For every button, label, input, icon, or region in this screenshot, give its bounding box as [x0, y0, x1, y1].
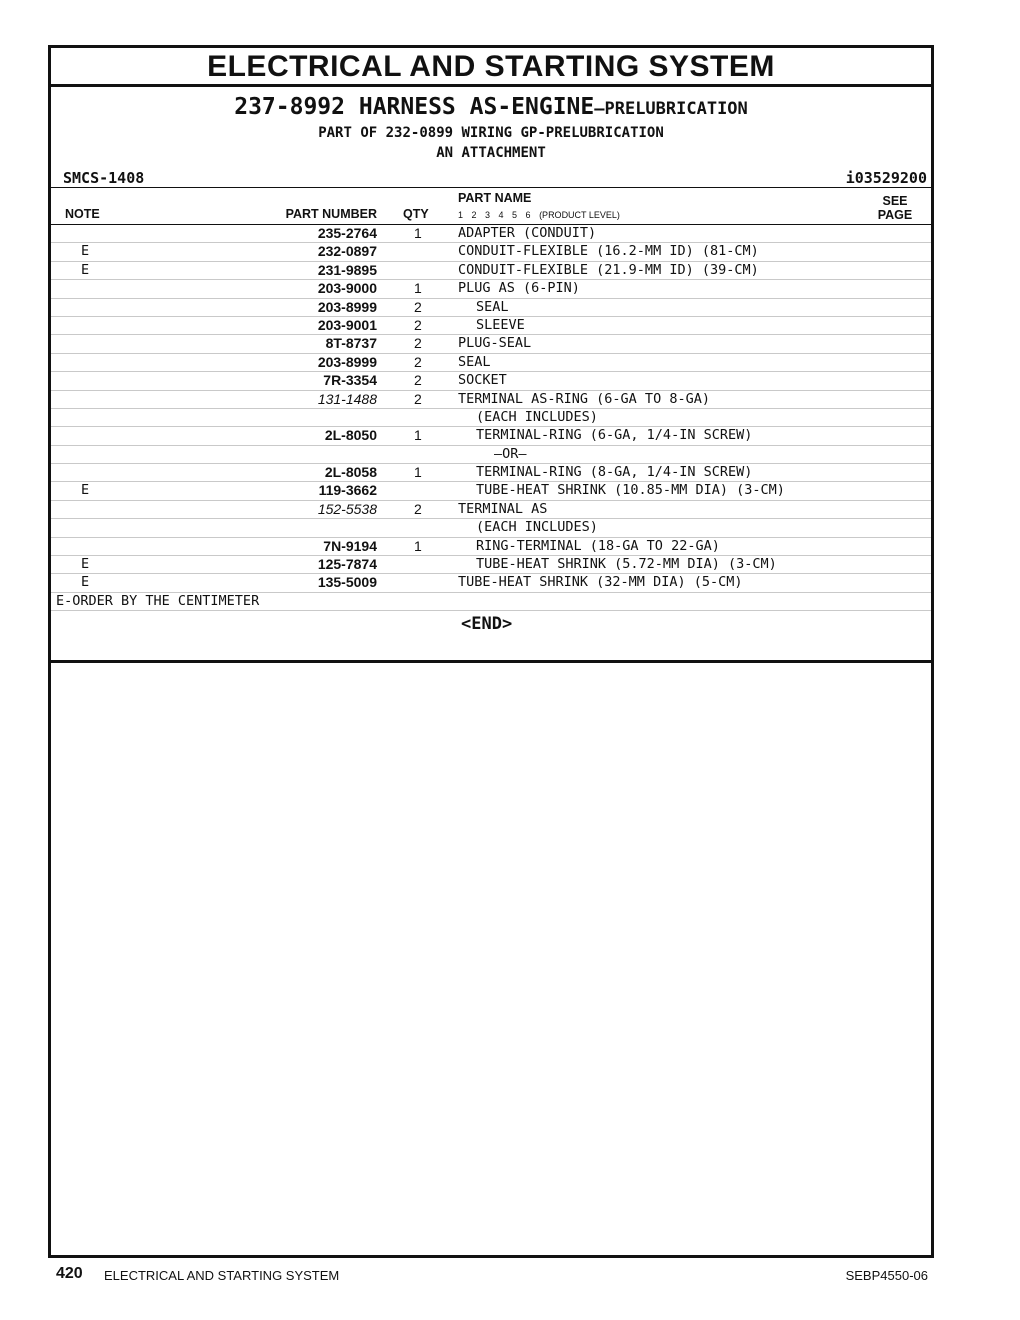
- row-part-name: PLUG-SEAL: [458, 335, 532, 352]
- table-row: [51, 280, 931, 298]
- row-note: E: [81, 243, 90, 260]
- row-note: E: [81, 482, 90, 499]
- section-title: ELECTRICAL AND STARTING SYSTEM: [51, 48, 931, 87]
- row-note: E: [81, 574, 90, 591]
- row-qty: 1: [414, 280, 422, 297]
- table-row: [51, 391, 931, 409]
- assembly-category: AN ATTACHMENT: [436, 145, 546, 161]
- end-marker-text: <END>: [461, 614, 513, 635]
- page-footer: [56, 1265, 928, 1287]
- row-part-name: TUBE-HEAT SHRINK (5.72-MM DIA) (3-CM): [476, 556, 777, 573]
- assembly-title-suffix: —PRELUBRICATION: [594, 99, 748, 119]
- row-qty: 2: [414, 390, 422, 407]
- level-numbers: 1 2 3 4 5 6: [458, 210, 531, 220]
- row-note: E: [81, 261, 90, 278]
- row-part-number: 231-9895: [317, 261, 377, 278]
- row-part-name: ADAPTER (CONDUIT): [458, 225, 597, 241]
- row-qty: 1: [414, 464, 422, 481]
- column-see-page: [875, 194, 915, 222]
- table-row: [51, 317, 931, 335]
- column-levels: [458, 210, 620, 220]
- row-qty: 1: [414, 225, 422, 241]
- row-part-number: 2L-8058: [324, 464, 377, 481]
- row-part-name: SEAL: [476, 298, 509, 315]
- column-header: [51, 188, 931, 225]
- assembly-title: [51, 93, 931, 123]
- row-part-number: 152-5538: [317, 500, 377, 517]
- table-row: [51, 262, 931, 280]
- row-part-name: SEAL: [458, 353, 491, 370]
- smcs-code: SMCS-1408: [63, 169, 145, 187]
- row-part-number: 203-8999: [317, 353, 377, 370]
- row-part-number: 125-7874: [317, 556, 377, 573]
- document-id: SEBP4550-06: [845, 1268, 928, 1283]
- parts-table: [51, 225, 931, 641]
- row-part-name: TUBE-HEAT SHRINK (10.85-MM DIA) (3-CM): [476, 482, 785, 499]
- table-row: [51, 225, 931, 243]
- row-qty: 2: [414, 316, 422, 333]
- row-part-number: 135-5009: [317, 574, 377, 591]
- row-part-number: 203-9000: [317, 280, 377, 297]
- row-part-name: (EACH INCLUDES): [476, 519, 598, 536]
- table-row: [51, 501, 931, 519]
- row-qty: 2: [414, 500, 422, 517]
- product-level-label: (PRODUCT LEVEL): [539, 210, 620, 220]
- row-part-number: 7R-3354: [323, 372, 377, 389]
- row-part-name: CONDUIT-FLEXIBLE (16.2-MM ID) (81-CM): [458, 243, 759, 260]
- row-part-number: 235-2764: [317, 225, 377, 241]
- assembly-parent: PART OF 232-0899 WIRING GP-PRELUBRICATION: [318, 125, 664, 141]
- column-part-number: PART NUMBER: [285, 207, 377, 221]
- table-row: [51, 427, 931, 445]
- footer-section: ELECTRICAL AND STARTING SYSTEM: [104, 1268, 340, 1283]
- row-qty: 2: [414, 298, 422, 315]
- column-note: NOTE: [65, 207, 100, 221]
- table-row: [51, 464, 931, 482]
- row-part-number: 7N-9194: [323, 537, 377, 554]
- row-part-number: 232-0897: [317, 243, 377, 260]
- table-row: [51, 482, 931, 500]
- footnote: [51, 593, 931, 611]
- row-part-number: 8T-8737: [325, 335, 377, 352]
- table-row: [51, 574, 931, 592]
- table-row: [51, 243, 931, 261]
- row-part-name: PLUG AS (6-PIN): [458, 280, 580, 297]
- row-part-name: TERMINAL-RING (6-GA, 1/4-IN SCREW): [476, 427, 753, 444]
- row-part-name: TERMINAL-RING (8-GA, 1/4-IN SCREW): [476, 464, 753, 481]
- row-part-number: 203-9001: [317, 316, 377, 333]
- row-part-name: —OR—: [494, 445, 527, 462]
- column-qty: QTY: [403, 207, 429, 221]
- row-qty: 2: [414, 372, 422, 389]
- row-qty: 1: [414, 427, 422, 444]
- table-row: [51, 446, 931, 464]
- illustration-id: i03529200: [845, 169, 927, 187]
- table-row: [51, 556, 931, 574]
- row-part-number: 2L-8050: [324, 427, 377, 444]
- page-frame: [48, 45, 934, 1258]
- row-part-name: SOCKET: [458, 372, 507, 389]
- footnote-text: E-ORDER BY THE CENTIMETER: [56, 592, 260, 609]
- row-part-name: SLEEVE: [476, 316, 525, 333]
- table-row: [51, 372, 931, 390]
- end-divider: [51, 660, 931, 663]
- assembly-header: [51, 87, 931, 188]
- row-part-name: CONDUIT-FLEXIBLE (21.9-MM ID) (39-CM): [458, 261, 759, 278]
- page-label: PAGE: [877, 208, 913, 222]
- row-note: E: [81, 556, 90, 573]
- assembly-title-main: 237-8992 HARNESS AS-ENGINE: [234, 94, 595, 120]
- row-part-number: 119-3662: [318, 482, 377, 499]
- row-qty: 2: [414, 353, 422, 370]
- row-part-name: TERMINAL AS: [458, 500, 548, 517]
- row-qty: 2: [414, 335, 422, 352]
- page-number: 420: [56, 1265, 83, 1282]
- end-marker: [51, 611, 931, 641]
- column-part-name: PART NAME: [458, 191, 532, 205]
- table-row: [51, 519, 931, 537]
- table-row: [51, 354, 931, 372]
- table-row: [51, 335, 931, 353]
- row-part-name: RING-TERMINAL (18-GA TO 22-GA): [476, 537, 720, 554]
- row-part-name: (EACH INCLUDES): [476, 408, 598, 425]
- table-row: [51, 538, 931, 556]
- row-part-number: 203-8999: [317, 298, 377, 315]
- row-part-name: TUBE-HEAT SHRINK (32-MM DIA) (5-CM): [458, 574, 743, 591]
- row-part-number: 131-1488: [317, 390, 377, 407]
- see-label: SEE: [882, 194, 908, 208]
- table-row: [51, 299, 931, 317]
- table-row: [51, 409, 931, 427]
- row-qty: 1: [414, 537, 422, 554]
- row-part-name: TERMINAL AS-RING (6-GA TO 8-GA): [458, 390, 710, 407]
